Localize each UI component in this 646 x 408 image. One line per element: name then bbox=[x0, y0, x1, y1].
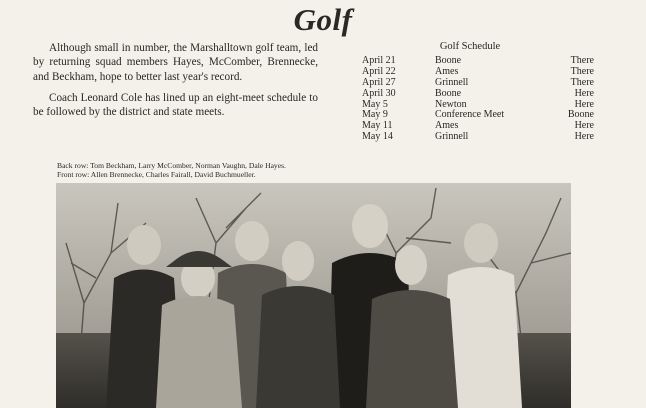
intro-text bbox=[33, 41, 318, 126]
schedule-date: May 14 bbox=[362, 131, 393, 143]
intro-paragraph: Coach Leonard Cole has lined up an eight-meet schedule to be followed by the district and state meets. bbox=[33, 91, 318, 119]
schedule-opponent: Newton bbox=[435, 98, 467, 110]
schedule-location: Here bbox=[574, 120, 594, 132]
schedule-opponent: Boone bbox=[435, 87, 462, 99]
schedule-row bbox=[362, 67, 594, 78]
schedule-row bbox=[362, 121, 594, 132]
schedule-date: May 11 bbox=[362, 120, 393, 132]
schedule-row bbox=[362, 78, 594, 89]
schedule-date: May 9 bbox=[362, 109, 388, 121]
schedule-date: April 27 bbox=[362, 76, 396, 88]
schedule-row bbox=[362, 89, 594, 100]
schedule-opponent: Grinnell bbox=[435, 76, 469, 88]
photo-caption bbox=[57, 161, 577, 179]
schedule-title: Golf Schedule bbox=[439, 41, 501, 52]
schedule-location: There bbox=[570, 55, 594, 66]
caption-back-row: Back row: Tom Beckham, Larry McComber, Norman Vaughn, Dale Hayes. bbox=[57, 161, 286, 170]
golf-schedule-table bbox=[362, 56, 594, 143]
schedule-date: April 21 bbox=[362, 55, 396, 66]
schedule-row bbox=[362, 56, 594, 67]
page-title: Golf bbox=[293, 2, 353, 37]
team-photo bbox=[56, 183, 571, 408]
schedule-location: There bbox=[570, 76, 594, 88]
team-photo-drawing bbox=[56, 183, 571, 408]
schedule-opponent: Boone bbox=[435, 55, 462, 66]
intro-paragraph: Although small in number, the Marshalltown golf team, led by returning squad members Hayes, McComber, Brennecke, and Beckham, hope to better last year's record. bbox=[33, 42, 318, 83]
schedule-opponent: Ames bbox=[435, 65, 459, 77]
schedule-date: April 30 bbox=[362, 87, 396, 99]
schedule-opponent: Conference Meet bbox=[435, 109, 505, 121]
schedule-row bbox=[362, 132, 594, 143]
schedule-date: April 22 bbox=[362, 65, 396, 77]
schedule-location: Here bbox=[574, 98, 594, 110]
schedule-location: Here bbox=[574, 87, 594, 99]
schedule-row bbox=[362, 110, 594, 121]
schedule-location: There bbox=[570, 65, 594, 77]
schedule-date: May 5 bbox=[362, 98, 388, 110]
schedule-opponent: Grinnell bbox=[435, 131, 469, 143]
schedule-opponent: Ames bbox=[435, 120, 459, 132]
caption-front-row: Front row: Allen Brennecke, Charles Fairall, David Buchmueller. bbox=[57, 170, 256, 179]
schedule-location: Boone bbox=[567, 109, 594, 121]
schedule-location: Here bbox=[574, 131, 594, 143]
